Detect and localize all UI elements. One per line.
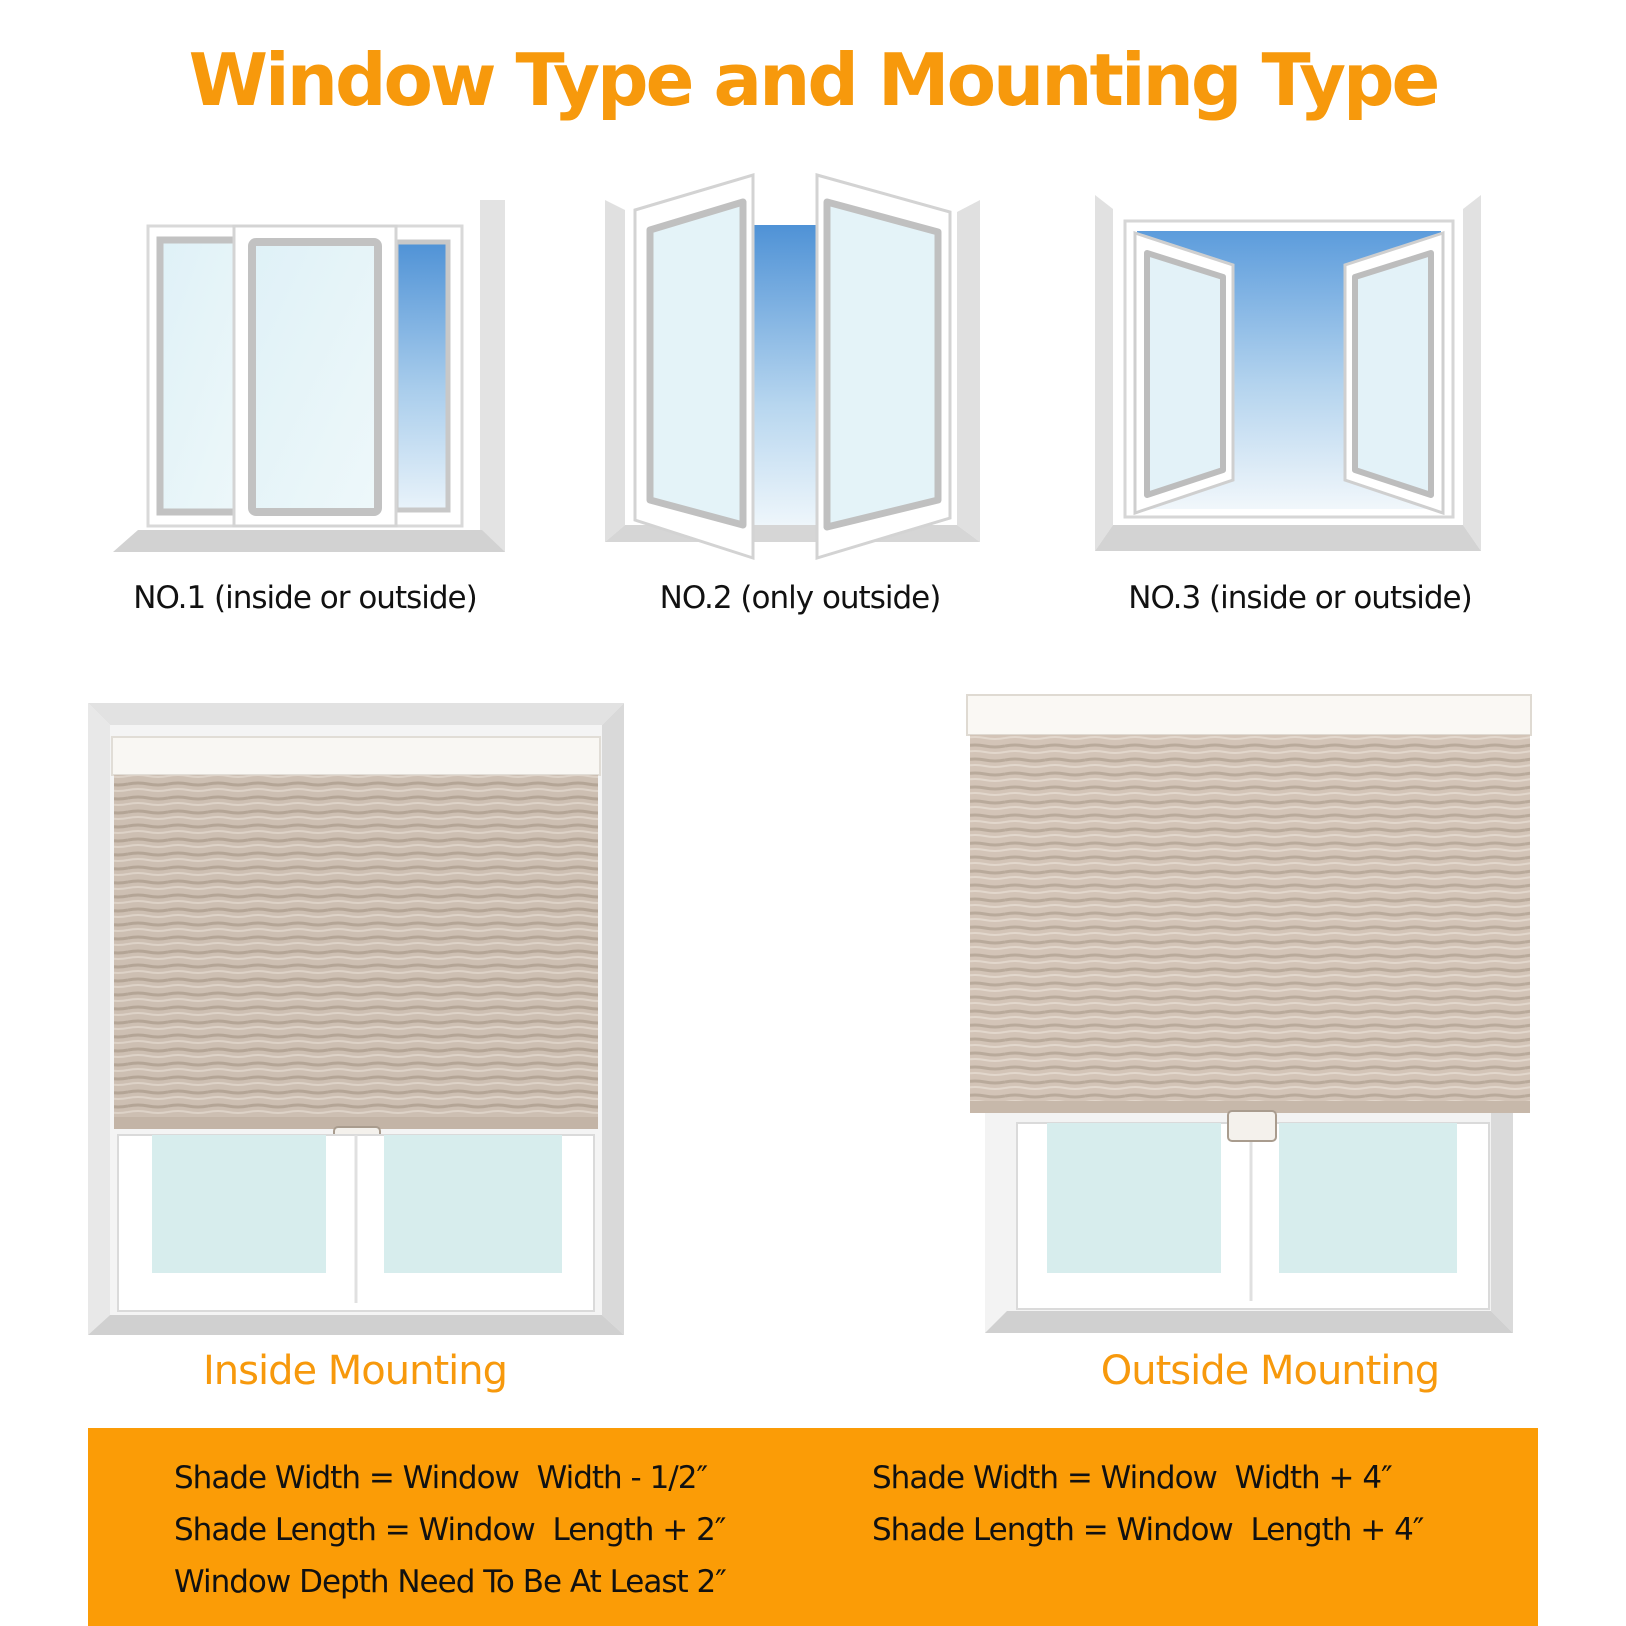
page-title: Window Type and Mounting Type [188,38,1438,122]
inside-formula-width: Shade Width = Window Width - 1/2″ [174,1460,708,1496]
window-type-2-caption: NO.2 (only outside) [659,580,941,616]
outside-mounting-label: Outside Mounting [1100,1348,1440,1394]
window-type-3-caption: NO.3 (inside or outside) [1128,580,1472,616]
window-type-2-illustration [605,170,1005,565]
window-type-3-illustration [1095,195,1490,555]
inside-formula-depth: Window Depth Need To Be At Least 2″ [174,1564,726,1600]
window-type-1-caption: NO.1 (inside or outside) [133,580,477,616]
inside-formula-length: Shade Length = Window Length + 2″ [174,1512,726,1548]
inside-mounting-illustration [88,703,628,1338]
inside-mounting-label: Inside Mounting [202,1348,508,1394]
window-type-1-illustration [110,190,510,555]
outside-mounting-illustration [965,693,1535,1338]
outside-formula-width: Shade Width = Window Width + 4″ [872,1460,1392,1496]
outside-formula-length: Shade Length = Window Length + 4″ [872,1512,1424,1548]
